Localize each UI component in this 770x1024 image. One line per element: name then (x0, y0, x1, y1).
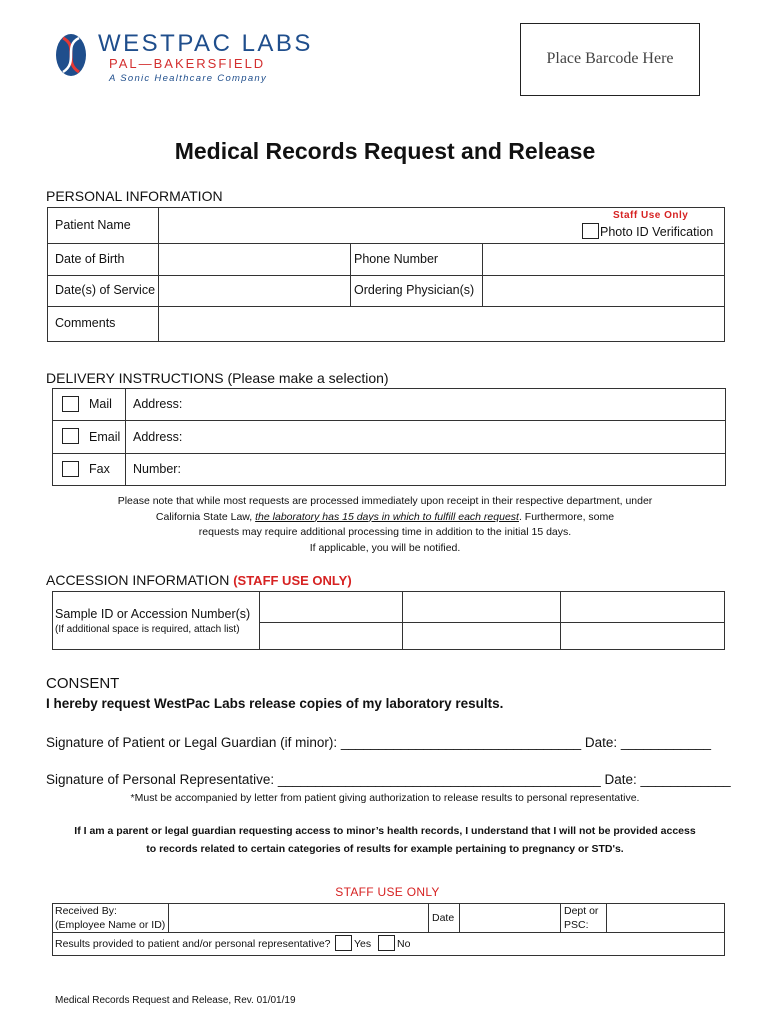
dos-input[interactable] (158, 275, 351, 307)
dos-label: Date(s) of Service (55, 283, 156, 297)
personal-heading: PERSONAL INFORMATION (46, 188, 223, 204)
representative-note: *Must be accompanied by letter from patient giving authorization to release results to personal representative. (130, 792, 640, 804)
received-by-label: Received By: (55, 905, 117, 917)
dob-label: Date of Birth (55, 252, 125, 266)
physician-input[interactable] (482, 275, 725, 307)
footer-revision: Medical Records Request and Release, Rev. 01/01/19 (55, 995, 296, 1006)
email-address-input[interactable] (125, 420, 726, 454)
accession-input-1[interactable] (259, 591, 403, 623)
dept-input[interactable] (606, 903, 725, 933)
staff-use-only-label: Staff Use Only (613, 210, 689, 221)
fax-number-input[interactable] (125, 453, 726, 486)
phone-label: Phone Number (354, 252, 439, 266)
accession-input-5[interactable] (402, 622, 561, 650)
email-address-label: Address: (133, 430, 183, 444)
logo-main-text: WESTPAC LABS (98, 30, 313, 57)
delivery-heading: DELIVERY INSTRUCTIONS (Please make a selection) (46, 370, 389, 386)
sample-label: Sample ID or Accession Number(s) (55, 607, 251, 621)
dob-input[interactable] (158, 243, 351, 276)
results-provided-label: Results provided to patient and/or personal representative? (55, 938, 331, 950)
note-emphasis: the laboratory has 15 days in which to fulfill each request (255, 510, 519, 523)
guardian-line-2: to records related to certain categories of results for example pertaining to pregnancy or STD's. (146, 843, 624, 855)
note-line-4: If applicable, you will be notified. (309, 541, 461, 554)
accession-staff-only: (STAFF USE ONLY) (233, 573, 352, 588)
fax-label: Fax (89, 462, 110, 476)
accession-heading-text: ACCESSION INFORMATION (46, 572, 234, 588)
representative-signature-line[interactable]: Signature of Personal Representative: ___________________________________________ Date: ____________ (46, 772, 731, 787)
accession-heading (46, 572, 352, 588)
yes-label: Yes (354, 938, 372, 950)
staff-date-input[interactable] (459, 903, 561, 933)
staff-date-label: Date (432, 912, 455, 924)
consent-statement: I hereby request WestPac Labs release copies of my laboratory results. (46, 696, 504, 711)
accession-input-3[interactable] (560, 591, 725, 623)
no-label: No (397, 938, 411, 950)
consent-heading: CONSENT (46, 675, 120, 692)
dna-logo-icon (54, 32, 88, 78)
guardian-line-1: If I am a parent or legal guardian requesting access to minor’s health records, I understand that I will not be provided access (74, 825, 696, 837)
barcode-placeholder: Place Barcode Here (546, 50, 674, 67)
accession-input-6[interactable] (560, 622, 725, 650)
barcode-box (520, 23, 700, 96)
patient-signature-line[interactable]: Signature of Patient or Legal Guardian (if minor): ________________________________ Date: ____________ (46, 735, 712, 750)
note-line-2 (0, 510, 770, 526)
mail-label: Mail (89, 397, 112, 411)
guardian-notice (0, 822, 770, 858)
photo-id-label: Photo ID Verification (600, 225, 714, 239)
employee-label: (Employee Name or ID) (55, 919, 166, 931)
email-checkbox[interactable] (62, 428, 79, 444)
mail-address-input[interactable] (125, 388, 726, 421)
note-line-3: requests may require additional processing time in addition to the initial 15 days. (198, 526, 572, 538)
mail-checkbox[interactable] (62, 396, 79, 412)
fax-checkbox[interactable] (62, 461, 79, 477)
photo-id-checkbox[interactable] (582, 223, 599, 239)
psc-label: PSC: (564, 919, 589, 931)
email-label: Email (89, 430, 121, 444)
dept-label: Dept or (564, 905, 599, 917)
comments-input[interactable] (158, 306, 725, 342)
mail-address-label: Address: (133, 397, 183, 411)
staff-use-heading: STAFF USE ONLY (335, 885, 440, 899)
fax-number-label: Number: (133, 462, 181, 476)
accession-input-4[interactable] (259, 622, 403, 650)
logo-sub-text: PAL—BAKERSFIELD (109, 56, 266, 71)
processing-note (0, 494, 770, 556)
physician-label: Ordering Physician(s) (354, 283, 475, 297)
accession-input-2[interactable] (402, 591, 561, 623)
comments-label: Comments (55, 316, 116, 330)
logo-tagline: A Sonic Healthcare Company (109, 73, 268, 84)
sample-sublabel: (If additional space is required, attach list) (55, 624, 240, 635)
page-title: Medical Records Request and Release (174, 138, 596, 164)
phone-input[interactable] (482, 243, 725, 276)
received-by-input[interactable] (168, 903, 429, 933)
company-logo (54, 30, 354, 86)
patient-name-label: Patient Name (55, 218, 131, 232)
note-line-2-pre: California State Law, (155, 510, 256, 523)
note-line-2-post: . Furthermore, some (518, 510, 615, 523)
yes-checkbox[interactable] (335, 935, 352, 951)
no-checkbox[interactable] (378, 935, 395, 951)
note-line-1: Please note that while most requests are processed immediately upon receipt in their respective department, under (117, 495, 653, 507)
